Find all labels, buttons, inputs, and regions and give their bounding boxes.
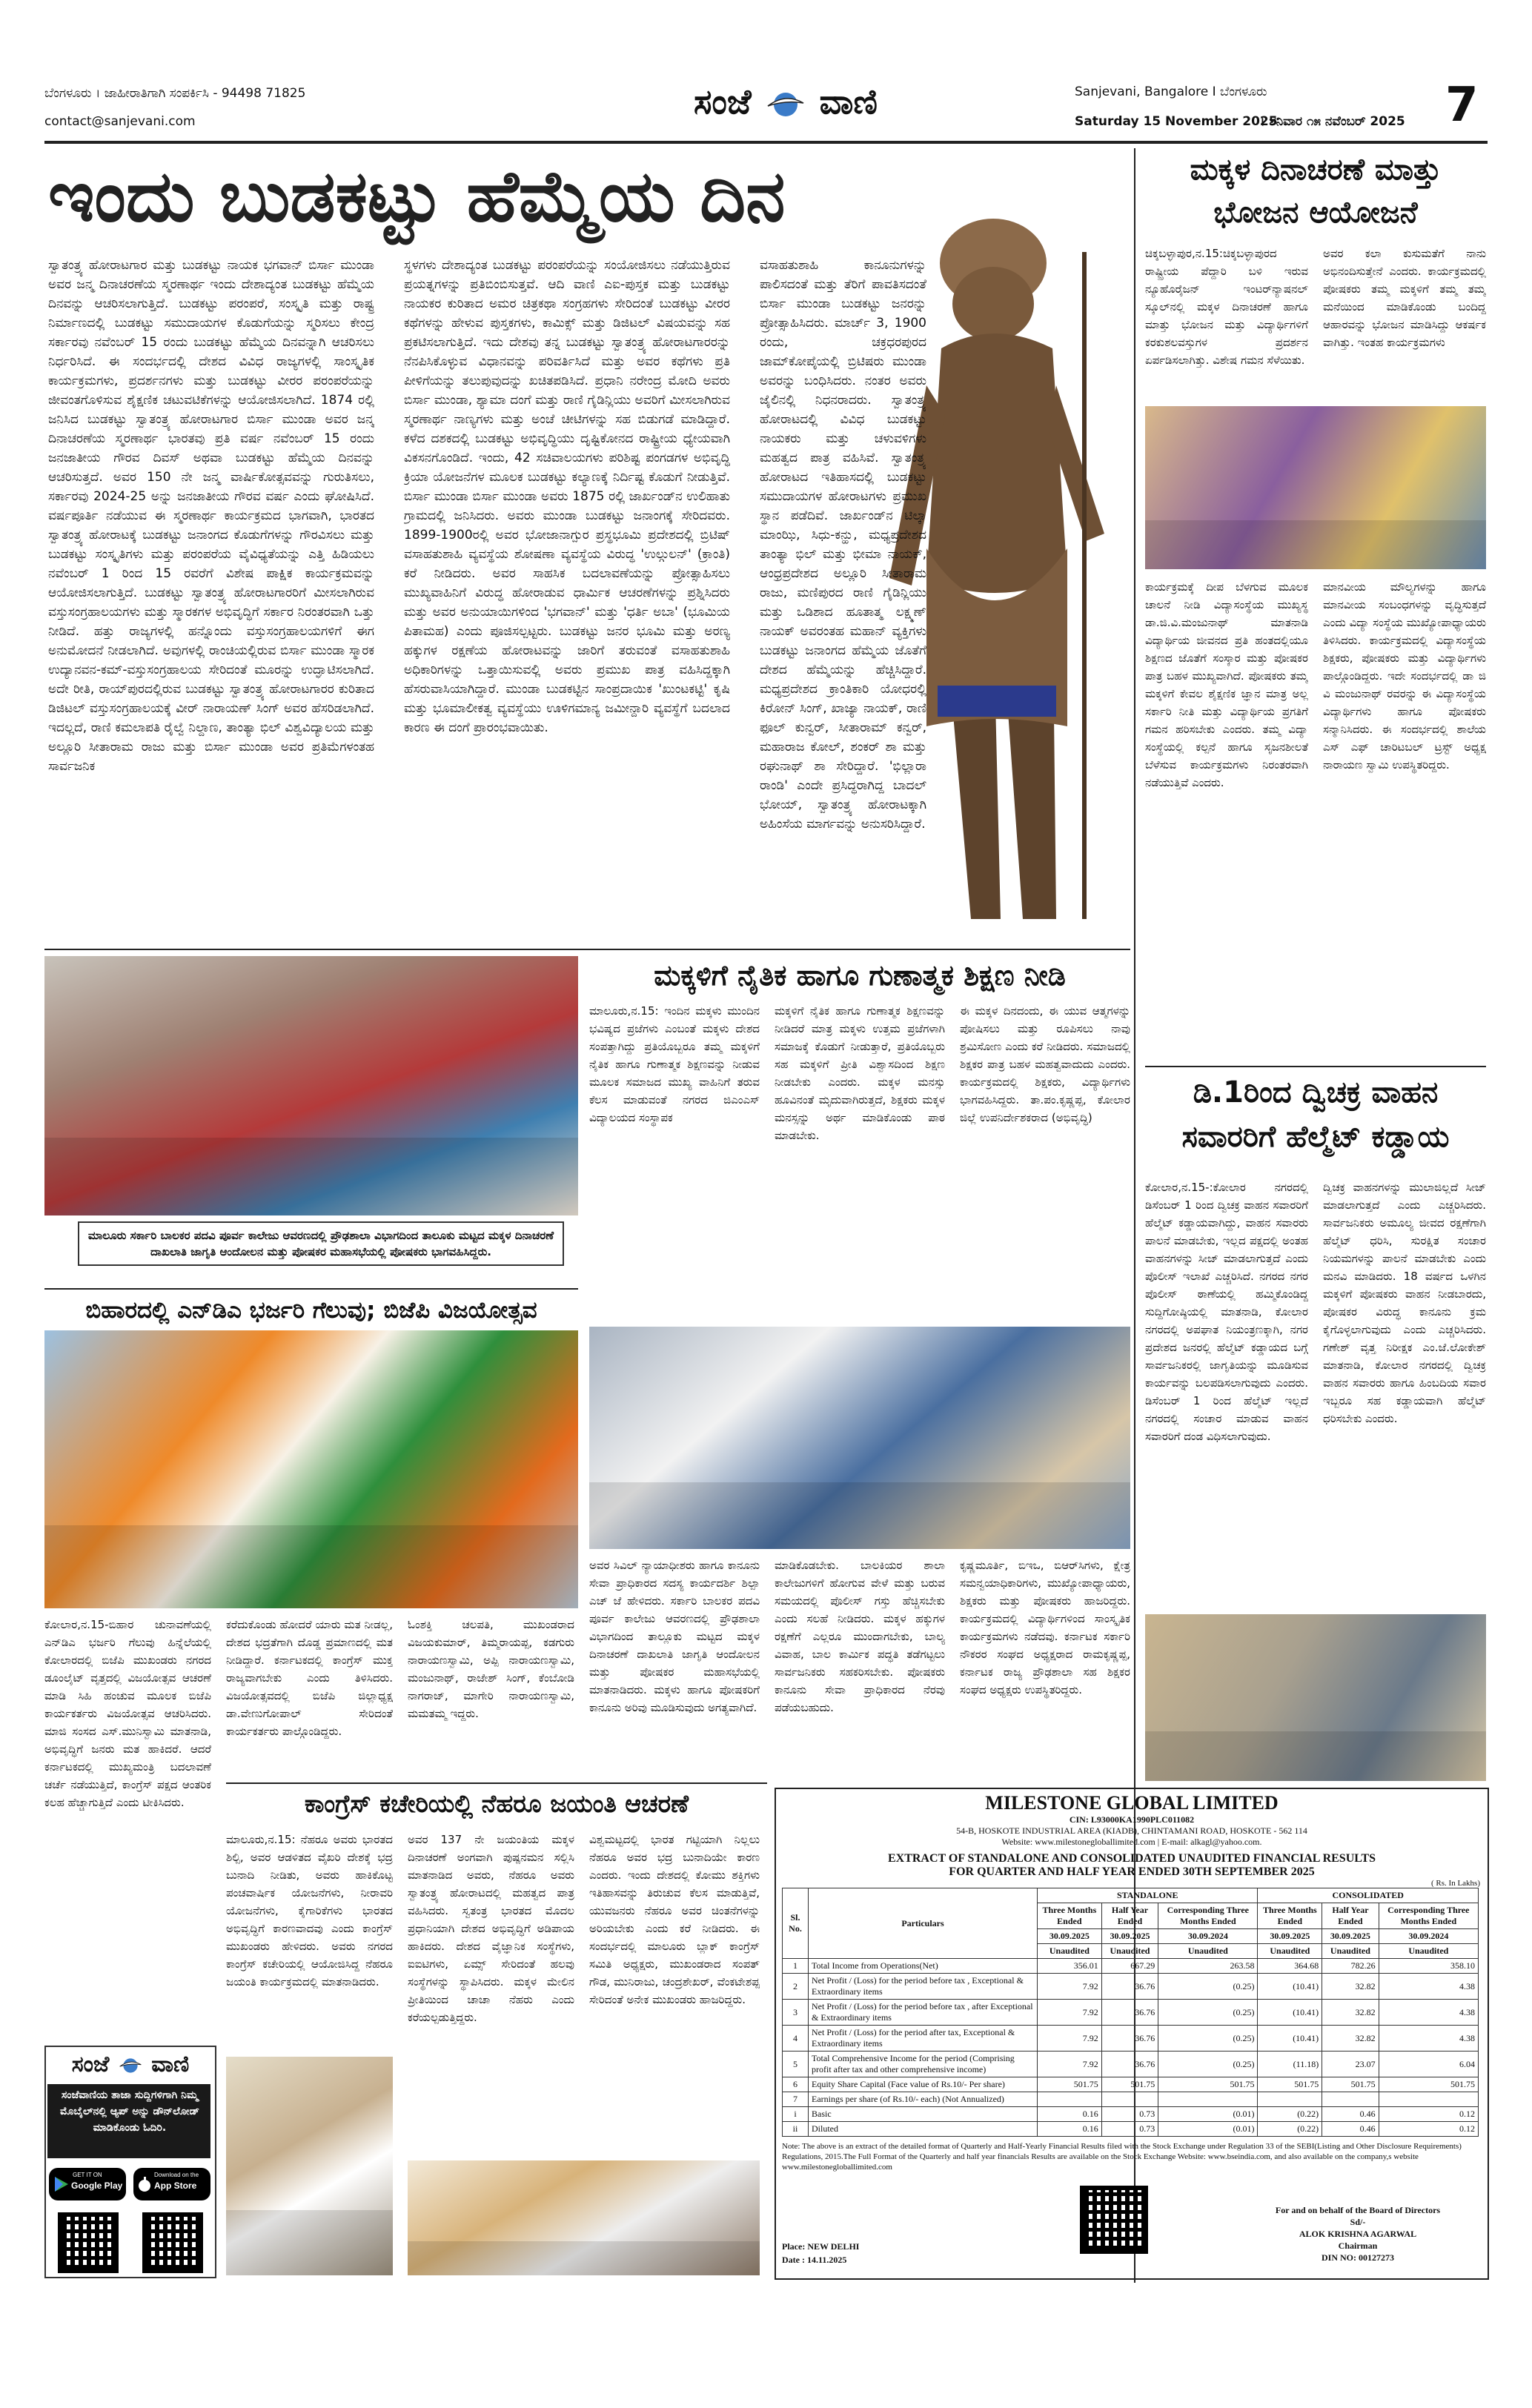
logo-right: ವಾಣಿ: [819, 82, 878, 122]
row-value: 0.73: [1101, 2107, 1158, 2122]
results-title-1: EXTRACT OF STANDALONE AND CONSOLIDATED UNAUDITED FINANCIAL RESULTS: [887, 1852, 1376, 1865]
masthead: [44, 78, 1488, 141]
row-sl: ii: [783, 2122, 809, 2137]
col-date: 30.09.2025: [1038, 1929, 1102, 1944]
masthead-rule: [44, 141, 1488, 144]
company-address: 54-B, HOSKOTE INDUSTRIAL AREA (KIADB), CHINTAMANI ROAD, HOSKOTE - 562 114: [956, 1825, 1307, 1836]
col-status: Unaudited: [1258, 1944, 1322, 1959]
masthead-logo: [637, 82, 934, 133]
row-sl: 6: [783, 2077, 809, 2092]
row-particular: Net Profit / (Loss) for the period before tax , Exceptional & Extraordinary items: [809, 1974, 1038, 2000]
contact-email[interactable]: contact@sanjevani.com: [44, 114, 196, 129]
consolidated-header: CONSOLIDATED: [1258, 1888, 1479, 1903]
row-value: 501.75: [1258, 2077, 1322, 2092]
bjp-celebration-photo: [44, 1330, 578, 1608]
col-status: Unaudited: [1322, 1944, 1379, 1959]
row-value: 782.26: [1322, 1959, 1379, 1974]
row-value: 36.76: [1101, 2000, 1158, 2026]
row-value: 501.75: [1322, 2077, 1379, 2092]
bird-logo-icon: [763, 90, 808, 119]
bihar-top-rule: [44, 1288, 578, 1290]
row-value: 6.04: [1379, 2052, 1478, 2077]
nehru-jayanti-photo: [226, 2057, 393, 2275]
row-value: 4.38: [1379, 2000, 1478, 2026]
row-value: (0.22): [1258, 2107, 1322, 2122]
row-particular: Net Profit / (Loss) for the period after tax, Exceptional & Extraordinary items: [809, 2026, 1038, 2052]
app-store-small: Download on the: [154, 2172, 199, 2178]
education-col-4: ಅವರ ಸಿವಿಲ್ ನ್ಯಾಯಾಧೀಶರು ಹಾಗೂ ಕಾನೂನು ಸೇವಾ ಪ್ರಾಧಿಕಾರದ ಸದಸ್ಯ ಕಾರ್ಯದರ್ಶಿ ಶಿಲ್ಪಾ ಎಚ್ ಜೆ ಹೇಳಿದರು. ಸರ್ಕಾರಿ ಬಾಲಕರ ಪದವಿ ಪೂರ್ವ ಕಾಲೇಜು ಆವರಣದಲ್ಲಿ ಪ್ರೌಢಶಾಲಾ ವಿಭಾಗದಿಂದ ತಾಲ್ಲೂಕು ಮಟ್ಟದ ಮಕ್ಕಳ ದಿನಾಚರಣೆ ದಾಖಲಾತಿ ಜಾಗೃತಿ ಆಂದೋಲನ ಮತ್ತು ಪೋಷಕರ ಮಹಾಸಭೆಯಲ್ಲಿ ಮಾತನಾಡಿದರು. ಮಕ್ಕಳು ಹಾಗೂ ಪೋಷಕರಿಗೆ ಕಾನೂನು ಅರಿವು ಮೂಡಿಸುವುದು ಅಗತ್ಯವಾಗಿದೆ.: [589, 1559, 760, 1714]
col-status: Unaudited: [1158, 1944, 1258, 1959]
bihar-headline: ಬಿಹಾರದಲ್ಲಿ ಎನ್‌ಡಿಎ ಭರ್ಜರಿ ಗೆಲುವು; ಬಿಜೆಪಿ ವಿಜಯೋತ್ಸವ: [85, 1297, 537, 1324]
app-store-big: App Store: [154, 2180, 197, 2191]
row-value: 501.75: [1379, 2077, 1478, 2092]
col-date: 30.09.2025: [1258, 1929, 1322, 1944]
edition-line: Sanjevani, Bangalore I ಬೆಂಗಳೂರು: [1075, 84, 1267, 99]
sidebar2-col-2: ದ್ವಿಚಕ್ರ ವಾಹನಗಳನ್ನು ಮುಲಾಜಿಲ್ಲದೆ ಸೀಜ್ ಮಾಡಲಾಗುತ್ತದೆ ಎಂದು ಎಚ್ಚರಿಸಿದರು. ಸಾರ್ವಜನಿಕರು ಅಮೂಲ್ಯ ಜೀವದ ರಕ್ಷಣೆಗಾಗಿ ಹೆಲ್ಮೆಟ್ ಧರಿಸಿ, ಸುರಕ್ಷಿತ ಸಂಚಾರ ನಿಯಮಗಳನ್ನು ಪಾಲನೆ ಮಾಡಬೇಕು ಎಂದು ಮನವಿ ಮಾಡಿದರು. 18 ವರ್ಷದ ಒಳಗಿನ ಮಕ್ಕಳಿಗೆ ಪೋಷಕರು ವಾಹನ ನೀಡಬಾರದು, ಪೋಷಕರ ವಿರುದ್ಧ ಕಾನೂನು ಕ್ರಮ ಕೈಗೊಳ್ಳಲಾಗುವುದು ಎಂದು ಎಚ್ಚರಿಸಿದರು. ಗಣೇಶ್ ವೃತ್ತ ನಿರೀಕ್ಷಕ ಎಂ.ಜೆ.ಲೋಕೇಶ್ ಮಾತನಾಡಿ, ಕೋಲಾರ ನಗರದಲ್ಲಿ ದ್ವಿಚಕ್ರ ವಾಹನ ಸವಾರರು ಹಾಗೂ ಹಿಂಬದಿಯ ಸವಾರ ಇಬ್ಬರೂ ಸಹ ಕಡ್ಡಾಯವಾಗಿ ಹೆಲ್ಮೆಟ್ ಧರಿಸಬೇಕು ಎಂದರು.: [1323, 1181, 1486, 1425]
row-value: [1158, 2092, 1258, 2107]
education-col-5: ಮಾಡಿಕೊಡಬೇಕು. ಬಾಲಕಿಯರ ಶಾಲಾ ಕಾಲೇಜುಗಳಿಗೆ ಹೋಗುವ ವೇಳೆ ಮತ್ತು ಬರುವ ಸಮಯದಲ್ಲಿ ಪೊಲೀಸ್ ಗಸ್ತು ಹೆಚ್ಚಿಸಬೇಕು ಎಂದು ಸಲಹೆ ನೀಡಿದರು. ಮಕ್ಕಳ ಹಕ್ಕುಗಳ ರಕ್ಷಣೆಗೆ ಎಲ್ಲರೂ ಮುಂದಾಗಬೇಕು, ಬಾಲ್ಯ ವಿವಾಹ, ಬಾಲ ಕಾರ್ಮಿಕ ಪದ್ಧತಿ ತಡೆಗಟ್ಟಲು ಸಾರ್ವಜನಿಕರು ಸಹಕರಿಸಬೇಕು. ಪೋಷಕರು ಕಾನೂನು ಸೇವಾ ಪ್ರಾಧಿಕಾರದ ನೆರವು ಪಡೆಯಬಹುದು.: [775, 1559, 945, 1714]
col-date: 30.09.2024: [1379, 1929, 1478, 1944]
row-value: 0.16: [1038, 2107, 1102, 2122]
row-value: [1101, 2092, 1158, 2107]
education-col-3: ಈ ಮಕ್ಕಳ ದಿನದಂದು, ಈ ಯುವ ಆತ್ಮಗಳನ್ನು ಪೋಷಿಸಲು ಮತ್ತು ರೂಪಿಸಲು ನಾವು ಶ್ರಮಿಸೋಣ ಎಂದು ಕರೆ ನೀಡಿದರು. ಸಮಾಜದಲ್ಲಿ ಶಿಕ್ಷಕರ ಪಾತ್ರ ಬಹಳ ಮಹತ್ವವಾದುದು ಎಂದರು. ಕಾರ್ಯಕ್ರಮದಲ್ಲಿ ಶಿಕ್ಷಕರು, ವಿದ್ಯಾರ್ಥಿಗಳು ಭಾಗವಹಿಸಿದ್ದರು. ತಾ.ಪಂ.ಕೃಷ್ಣಪ್ಪ, ಕೋಲಾರ ಜಿಲ್ಲೆ ಉಪನಿರ್ದೇಶಕರಾದ (ಅಭಿವೃದ್ಧಿ): [960, 1004, 1130, 1124]
sidebar2-headline-1: ಡಿ.1ರಿಂದ ದ್ವಿಚಕ್ರ ವಾಹನ: [1193, 1075, 1439, 1110]
lead-col-1: ಸ್ವಾತಂತ್ರ್ಯ ಹೋರಾಟಗಾರ ಮತ್ತು ಬುಡಕಟ್ಟು ನಾಯಕ ಭಗವಾನ್ ಬಿರ್ಸಾ ಮುಂಡಾ ಅವರ ಜನ್ಮ ದಿನಾಚರಣೆಯ ಸ್ಮರಣಾರ್ಥ ಇಂದು ದೇಶಾದ್ಯಂತ ಬುಡಕಟ್ಟು ಹೆಮ್ಮೆಯ ದಿನವನ್ನು ಆಚರಿಸಲಾಗುತ್ತಿದೆ. ಬುಡಕಟ್ಟು ಪರಂಪರೆ, ಸಂಸ್ಕೃತಿ ಮತ್ತು ರಾಷ್ಟ್ರ ನಿರ್ಮಾಣದಲ್ಲಿ ಬುಡಕಟ್ಟು ಸಮುದಾಯಗಳ ಕೊಡುಗೆಯನ್ನು ಸ್ಮರಿಸಲು ಕೇಂದ್ರ ಸರ್ಕಾರವು ನವೆಂಬರ್ 15 ರಂದು ಬುಡಕಟ್ಟು ಹೆಮ್ಮೆಯ ದಿನವನ್ನಾಗಿ ಆಚರಿಸಲು ನಿರ್ಧರಿಸಿದೆ. ಈ ಸಂದರ್ಭದಲ್ಲಿ ದೇಶದ ವಿವಿಧ ರಾಜ್ಯಗಳಲ್ಲಿ ಸಾಂಸ್ಕೃತಿಕ ಕಾರ್ಯಕ್ರಮಗಳು, ಪ್ರದರ್ಶನಗಳು ಮತ್ತು ಬುಡಕಟ್ಟು ವೀರರ ಪರಂಪರೆಯನ್ನು ಜೀವಂತಗೊಳಿಸುವ ಶೈಕ್ಷಣಿಕ ಚಟುವಟಿಕೆಗಳನ್ನು ಆಯೋಜಿಸಲಾಗಿದೆ. 1874 ರಲ್ಲಿ ಜನಿಸಿದ ಬುಡಕಟ್ಟು ಸ್ವಾತಂತ್ರ್ಯ ಹೋರಾಟಗಾರ ಬಿರ್ಸಾ ಮುಂಡಾ ಅವರ ಜನ್ಮ ದಿನಾಚರಣೆಯ ಸ್ಮರಣಾರ್ಥ ಭಾರತವು ಪ್ರತಿ ವರ್ಷ ನವೆಂಬರ್ 15 ರಂದು ಜನಜಾತೀಯ ಗೌರವ ದಿವಸ್ ಅಥವಾ ಬುಡಕಟ್ಟು ಹೆಮ್ಮೆಯ ದಿನವನ್ನು ಆಚರಿಸುತ್ತದೆ. ಅವರ 150 ನೇ ಜನ್ಮ ವಾರ್ಷಿಕೋತ್ಸವವನ್ನು ಗುರುತಿಸಲು, ಸರ್ಕಾರವು 2024-25 ಅನ್ನು ಜನಜಾತೀಯ ಗೌರವ ವರ್ಷ ಎಂದು ಘೋಷಿಸಿದೆ. ವರ್ಷಪೂರ್ತಿ ನಡೆಯುವ ಈ ಸ್ಮರಣಾರ್ಥ ಕಾರ್ಯಕ್ರಮದ ಭಾಗವಾಗಿ, ಭಾರತದ ಸ್ವಾತಂತ್ರ್ಯ ಹೋರಾಟಕ್ಕೆ ಬುಡಕಟ್ಟು ಜನಾಂಗದ ಕೊಡುಗೆಗಳನ್ನು ಗೌರವಿಸಲು ಮತ್ತು ಬುಡಕಟ್ಟು ಸಂಸ್ಕೃತಿಗಳು ಮತ್ತು ಪರಂಪರೆಯ ವೈವಿಧ್ಯತೆಯನ್ನು ಎತ್ತಿ ಹಿಡಿಯಲು ನವೆಂಬರ್ 1 ರಿಂದ 15 ರವರೆಗೆ ವಿಶೇಷ ಪಾಕ್ಷಿಕ ಕಾರ್ಯಕ್ರಮವನ್ನು ಆಯೋಜಿಸಲಾಗುತ್ತಿದೆ. ಬುಡಕಟ್ಟು ಸ್ವಾತಂತ್ರ್ಯ ಹೋರಾಟಗಾರರಿಗೆ ಮೀಸಲಾಗಿರುವ ವಸ್ತುಸಂಗ್ರಹಾಲಯಗಳು ಮತ್ತು ಸ್ಮಾರಕಗಳ ಅಭಿವೃದ್ಧಿಗೆ ಸರ್ಕಾರ ನಿರಂತರವಾಗಿ ಒತ್ತು ನೀಡಿದೆ. ಹತ್ತು ರಾಜ್ಯಗಳಲ್ಲಿ ಹನ್ನೊಂದು ವಸ್ತುಸಂಗ್ರಹಾಲಯಗಳಿಗೆ ಈಗ ಅನುಮೋದನೆ ನೀಡಲಾಗಿದೆ. ಅವುಗಳಲ್ಲಿ ರಾಂಚಿಯಲ್ಲಿರುವ ಬಿರ್ಸಾ ಮುಂಡಾ ಸ್ಮಾರಕ ಉದ್ಯಾನವನ-ಕಮ್-ವಸ್ತುಸಂಗ್ರಹಾಲಯ ಸೇರಿದಂತೆ ಮೂರನ್ನು ಉದ್ಘಾಟಿಸಲಾಗಿದೆ. ಅದೇ ರೀತಿ, ರಾಯ್‌ಪುರದಲ್ಲಿರುವ ಬುಡಕಟ್ಟು ಸ್ವಾತಂತ್ರ್ಯ ಹೋರಾಟಗಾರರ ಕುರಿತಾದ ಡಿಜಿಟಲ್ ವಸ್ತುಸಂಗ್ರಹಾಲಯಕ್ಕೆ ವೀರ್ ನಾರಾಯಣ್ ಸಿಂಗ್ ಅವರ ಹೆಸರಿಡಲಾಗಿದೆ. ಇದಲ್ಲದೆ, ರಾಣಿ ಕಮಲಾಪತಿ ರೈಲ್ವೆ ನಿಲ್ದಾಣ, ತಾಂತ್ಯಾ ಭಿಲ್ ವಿಶ್ವವಿದ್ಯಾಲಯ ಮತ್ತು ಅಲ್ಲೂರಿ ಸೀತಾರಾಮ ರಾಜು ಮತ್ತು ಬಿರ್ಸಾ ಮುಂಡಾ ಅವರ ಪ್ರತಿಮೆಗಳಂತಹ ಸಾರ್ವಜನಿಕ: [48, 258, 374, 774]
row-value: [1379, 2092, 1478, 2107]
row-value: 36.76: [1101, 2026, 1158, 2052]
app-store-button[interactable]: [133, 2168, 210, 2200]
col-header: Three Months Ended: [1258, 1903, 1322, 1929]
row-value: 501.75: [1101, 2077, 1158, 2092]
row-sl: i: [783, 2107, 809, 2122]
app-store-qr-code[interactable]: [142, 2212, 203, 2273]
app-promo-text: ಸಂಜೆವಾಣಿಯ ತಾಜಾ ಸುದ್ದಿಗಳಿಗಾಗಿ ನಿಮ್ಮ ಮೊಬೈಲ್‌ನಲ್ಲಿ ಆ್ಯಪ್ ಅನ್ನು ಡೌನ್‌ಲೋಡ್ ಮಾಡಿಕೊಂಡು ಓದಿರಿ.: [59, 2089, 200, 2134]
row-particular: Total Comprehensive Income for the period (Comprising profit after tax and other comprehensive income): [809, 2052, 1038, 2077]
row-value: 32.82: [1322, 1974, 1379, 2000]
financial-ad: [775, 1788, 1489, 2280]
col-date: 30.09.2025: [1322, 1929, 1379, 1944]
row-value: 356.01: [1038, 1959, 1102, 1974]
row-sl: 3: [783, 2000, 809, 2026]
row-value: 364.68: [1258, 1959, 1322, 1974]
sl-header: Sl. No.: [783, 1888, 809, 1959]
row-value: 501.75: [1158, 2077, 1258, 2092]
google-play-small: GET IT ON: [73, 2172, 102, 2178]
apple-icon: [138, 2176, 151, 2192]
signature-line-3: ALOK KRISHNA AGARWAL: [1299, 2229, 1417, 2239]
sidebar1-headline: ಮಕ್ಕಳ ದಿನಾಚರಣೆ ಮಾತ್ತು ಭೋಜನ ಆಯೋಜನೆ: [1190, 153, 1442, 230]
company-name: MILESTONE GLOBAL LIMITED: [985, 1792, 1279, 1814]
sidebar1-col-1: ಚಿಕ್ಕಬಳ್ಳಾಪುರ,ನ.15:ಚಿಕ್ಕಬಳ್ಳಾಪುರದ ರಾಷ್ಟ್ರೀಯ ಪೆದ್ದಾರಿ ಬಳಿ ಇರುವ ನ್ಯೂಹೊರೈಜನ್ ಇಂಟರ್‌ನ್ಯಾಷನಲ್ ಸ್ಕೂಲ್‌ನಲ್ಲಿ ಮಕ್ಕಳ ದಿನಾಚರಣೆ ಹಾಗೂ ಮಾತ್ತು ಭೋಜನ ಮತ್ತು ವಿದ್ಯಾರ್ಥಿಗಳಿಗೆ ಕರಕುಶಲವಸ್ತುಗಳ ಪ್ರದರ್ಶನ ಏರ್ಪಡಿಸಲಾಗಿತ್ತು. ವಿಶೇಷ ಗಮನ ಸೆಳೆಯಿತು.: [1145, 247, 1308, 367]
row-value: [1322, 2092, 1379, 2107]
row-value: 32.82: [1322, 2000, 1379, 2026]
col-header: Half Year Ended: [1101, 1903, 1158, 1929]
table-row: [783, 2077, 1479, 2092]
lead-col-3: ವಸಾಹತುಶಾಹಿ ಕಾನೂನುಗಳನ್ನು ಪಾಲಿಸದಂತೆ ಮತ್ತು ತೆರಿಗೆ ಪಾವತಿಸದಂತೆ ಬಿರ್ಸಾ ಮುಂಡಾ ಬುಡಕಟ್ಟು ಜನರನ್ನು ಪ್ರೋತ್ಸಾಹಿಸಿದರು. ಮಾರ್ಚ್ 3, 1900 ರಂದು, ಚಕ್ರಧರಪುರದ ಜಾಮ್‌ಕೋಪೈಯಲ್ಲಿ ಬ್ರಿಟಿಷರು ಮುಂಡಾ ಅವರನ್ನು ಬಂಧಿಸಿದರು. ನಂತರ ಅವರು ಜೈಲಿನಲ್ಲಿ ನಿಧನರಾದರು. ಸ್ವಾತಂತ್ರ್ಯ ಹೋರಾಟದಲ್ಲಿ ವಿವಿಧ ಬುಡಕಟ್ಟು ನಾಯಕರು ಮತ್ತು ಚಳುವಳಿಗಳು ಮಹತ್ವದ ಪಾತ್ರ ವಹಿಸಿವೆ. ಸ್ವಾತಂತ್ರ್ಯ ಹೋರಾಟದ ಇತಿಹಾಸದಲ್ಲಿ ಬುಡಕಟ್ಟು ಸಮುದಾಯಗಳ ಹೋರಾಟಗಳು ಪ್ರಮುಖ ಸ್ಥಾನ ಪಡೆದಿವೆ. ಜಾರ್ಖಂಡ್‌ನ ಟಿಲ್ಕಾ ಮಾಂಝಿ, ಸಿಧು-ಕನ್ಹು, ಮಧ್ಯಪ್ರದೇಶದ ತಾಂತ್ಯಾ ಭಿಲ್ ಮತ್ತು ಭೀಮಾ ನಾಯಕ್, ಆಂಧ್ರಪ್ರದೇಶದ ಅಲ್ಲೂರಿ ಸೀತಾರಾಮ ರಾಜು, ಮಣಿಪುರದ ರಾಣಿ ಗೈಡಿನ್ಲಿಯು ಮತ್ತು ಒಡಿಶಾದ ಹೂತಾತ್ಮ ಲಕ್ಷ್ಮಣ್ ನಾಯಕ್ ಅವರಂತಹ ಮಹಾನ್ ವ್ಯಕ್ತಿಗಳು ಬುಡಕಟ್ಟು ಜನಾಂಗದ ಹೆಮ್ಮೆಯ ಜೊತೆಗೆ ದೇಶದ ಹೆಮ್ಮೆಯನ್ನು ಹೆಚ್ಚಿಸಿದ್ದಾರೆ. ಮಧ್ಯಪ್ರದೇಶದ ಕ್ರಾಂತಿಕಾರಿ ಯೋಧರಲ್ಲಿ ಕಿರೋನ್ ಸಿಂಗ್, ಖಾಜ್ಯಾ ನಾಯಕ್, ರಾಣಿ ಫೂಲ್ ಕುನ್ವರ್, ಸೀತಾರಾಮ್ ಕನ್ವರ್, ಮಹಾರಾಜ ಕೋಲ್, ಶಂಕರ್ ಶಾ ಮತ್ತು ರಘುನಾಥ್ ಶಾ ಸೇರಿದ್ದಾರೆ. 'ಭಿಲ್ಲಾರಾ ರಾಂಡಿ' ಎಂದೇ ಪ್ರಸಿದ್ಧರಾಗಿದ್ದ ಬಾದಲ್ ಭೋಯ್, ಸ್ವಾತಂತ್ರ್ಯ ಹೋರಾಟಕ್ಕಾಗಿ ಅಹಿಂಸೆಯ ಮಾರ್ಗವನ್ನು ಅನುಸರಿಸಿದ್ದಾರೆ.: [760, 258, 926, 832]
row-value: 7.92: [1038, 2052, 1102, 2077]
sidebar1-col-4: ಮಾನವೀಯ ಮೌಲ್ಯಗಳನ್ನು ಹಾಗೂ ಮಾನವೀಯ ಸಂಬಂಧಗಳನ್ನು ವೃದ್ಧಿಸುತ್ತದೆ ಎಂದು ವಿದ್ಯಾ ಸಂಸ್ಥೆಯ ಮುಖ್ಯೋಪಾಧ್ಯಾಯರು ತಿಳಿಸಿದರು. ಕಾರ್ಯಕ್ರಮದಲ್ಲಿ ವಿದ್ಯಾಸಂಸ್ಥೆಯ ಶಿಕ್ಷಕರು, ಪೋಷಕರು ಮತ್ತು ವಿದ್ಯಾರ್ಥಿಗಳು ಪಾಲ್ಗೊಂಡಿದ್ದರು. ಇದೇ ಸಂದರ್ಭದಲ್ಲಿ ಡಾ ಜಿ ವಿ ಮಂಜುನಾಥ್ ರವರನ್ನು ಈ ವಿದ್ಯಾಸಂಸ್ಥೆಯ ವಿದ್ಯಾರ್ಥಿಗಳು ಹಾಗೂ ಪೋಷಕರು ಸನ್ಮಾನಿಸಿದರು. ಈ ಸಂದರ್ಭದಲ್ಲಿ ಶಾಲೆಯ ಎಸ್ ಎಫ್ ಚಾರಿಟಬಲ್ ಟ್ರಸ್ಟ್ ಅಧ್ಯಕ್ಷ ನಾರಾಯಣ ಸ್ವಾಮಿ ಉಪಸ್ಥಿತರಿದ್ದರು.: [1323, 580, 1486, 772]
malur-photo-caption: ಮಾಲೂರು ಸರ್ಕಾರಿ ಬಾಲಕರ ಪದವಿ ಪೂರ್ವ ಕಾಲೇಜು ಆವರಣದಲ್ಲಿ ಪ್ರೌಢಶಾಲಾ ವಿಭಾಗದಿಂದ ತಾಲೂಕು ಮಟ್ಟದ ಮಕ್ಕಳ ದಿನಾಚರಣೆ ದಾಖಲಾತಿ ಜಾಗೃತಿ ಆಂದೋಲನ ಮತ್ತು ಪೋಷಕರ ಮಹಾಸಭೆಯಲ್ಲಿ ಪೋಷಕರು ಭಾಗವಹಿಸಿದ್ದರು.: [78, 1221, 564, 1266]
table-row: [783, 2000, 1479, 2026]
signature-line-4: Chairman: [1338, 2240, 1378, 2251]
row-value: (0.01): [1158, 2107, 1258, 2122]
row-value: 23.07: [1322, 2052, 1379, 2077]
col-header: Half Year Ended: [1322, 1903, 1379, 1929]
education-col-1: ಮಾಲೂರು,ನ.15: ಇಂದಿನ ಮಕ್ಕಳು ಮುಂದಿನ ಭವಿಷ್ಯದ ಪ್ರಜೆಗಳು ಎಂಬಂತೆ ಮಕ್ಕಳು ದೇಶದ ಸಂಪತ್ತಾಗಿದ್ದು ಪ್ರತಿಯೊಬ್ಬರೂ ತಮ್ಮ ಮಕ್ಕಳಿಗೆ ನೈತಿಕ ಹಾಗೂ ಗುಣಾತ್ಮಕ ಶಿಕ್ಷಣವನ್ನು ನೀಡುವ ಮೂಲಕ ಸಮಾಜದ ಮುಖ್ಯ ವಾಹಿನಿಗೆ ತರುವ ಕೆಲಸ ಮಾಡುವಂತೆ ನಗರದ ಜಿಎಂಎಸ್ ವಿದ್ಯಾಲಯದ ಸಂಸ್ಥಾಪಕ: [589, 1004, 760, 1124]
results-table: [782, 1888, 1479, 2137]
congress-col-2: ಅವರ 137 ನೇ ಜಯಂತಿಯ ಮಕ್ಕಳ ದಿನಾಚರಣೆ ಅಂಗವಾಗಿ ಪುಷ್ಪನಮನ ಸಲ್ಲಿಸಿ ಮಾತನಾಡಿದ ಅವರು, ನೆಹರೂ ಅವರು ಸ್ವಾತಂತ್ರ್ಯ ಹೋರಾಟದಲ್ಲಿ ಮಹತ್ವದ ಪಾತ್ರ ವಹಿಸಿದರು. ಸ್ವತಂತ್ರ ಭಾರತದ ಮೊದಲ ಪ್ರಧಾನಿಯಾಗಿ ದೇಶದ ಅಭಿವೃದ್ಧಿಗೆ ಅಡಿಪಾಯ ಹಾಕಿದರು. ದೇಶದ ವೈಜ್ಞಾನಿಕ ಸಂಸ್ಥೆಗಳು, ಐಐಟಿಗಳು, ಏಮ್ಸ್ ಸೇರಿದಂತೆ ಹಲವು ಸಂಸ್ಥೆಗಳನ್ನು ಸ್ಥಾಪಿಸಿದರು. ಮಕ್ಕಳ ಮೇಲಿನ ಪ್ರೀತಿಯಿಂದ ಚಾಚಾ ನೆಹರು ಎಂದು ಕರೆಯಲ್ಪಡುತ್ತಿದ್ದರು.: [408, 1833, 574, 2024]
row-particular: Net Profit / (Loss) for the period before tax , after Exceptional & Extraordinary items: [809, 2000, 1038, 2026]
row-value: 4.38: [1379, 2026, 1478, 2052]
row-value: 0.12: [1379, 2107, 1478, 2122]
congress-col-3: ವಿಶ್ವಮಟ್ಟದಲ್ಲಿ ಭಾರತ ಗಟ್ಟಿಯಾಗಿ ನಿಲ್ಲಲು ನೆಹರೂ ಅವರ ಭದ್ರ ಬುನಾದಿಯೇ ಕಾರಣ ಎಂದರು. ಇಂದು ದೇಶದಲ್ಲಿ ಕೋಮು ಶಕ್ತಿಗಳು ಇತಿಹಾಸವನ್ನು ತಿರುಚುವ ಕೆಲಸ ಮಾಡುತ್ತಿವೆ, ಯುವಜನರು ನೆಹರೂ ಅವರ ಚಿಂತನೆಗಳನ್ನು ಅರಿಯಬೇಕು ಎಂದು ಕರೆ ನೀಡಿದರು. ಈ ಸಂದರ್ಭದಲ್ಲಿ ಮಾಲೂರು ಬ್ಲಾಕ್ ಕಾಂಗ್ರೆಸ್ ಸಮಿತಿ ಅಧ್ಯಕ್ಷರು, ಮುಖಂಡರಾದ ಸಂಪತ್ ಗೌಡ, ಮುನಿರಾಜು, ಚಂದ್ರಶೇಖರ್, ವೆಂಕಟೇಶಪ್ಪ ಸೇರಿದಂತೆ ಅನೇಕ ಮುಖಂಡರು ಹಾಜರಿದ್ದರು.: [589, 1833, 760, 2006]
sidebar2-col-1: ಕೋಲಾರ,ನ.15-:ಕೋಲಾರ ನಗರದಲ್ಲಿ ಡಿಸೆಂಬರ್ 1 ರಿಂದ ದ್ವಿಚಕ್ರ ವಾಹನ ಸವಾರರಿಗೆ ಹೆಲ್ಮೆಟ್ ಕಡ್ಡಾಯವಾಗಿದ್ದು, ವಾಹನ ಸವಾರರು ಪಾಲನೆ ಮಾಡಬೇಕು, ಇಲ್ಲದ ಪಕ್ಷದಲ್ಲಿ ಅಂತಹ ವಾಹನಗಳನ್ನು ಸೀಜ್ ಮಾಡಲಾಗುತ್ತದೆ ಎಂದು ಪೊಲೀಸ್ ಇಲಾಖೆ ಎಚ್ಚರಿಸಿದೆ. ನಗರದ ನಗರ ಪೊಲೀಸ್ ಠಾಣೆಯಲ್ಲಿ ಹಮ್ಮಿಕೊಂಡಿದ್ದ ಸುದ್ದಿಗೋಷ್ಠಿಯಲ್ಲಿ ಮಾತನಾಡಿ, ಕೋಲಾರ ನಗರದಲ್ಲಿ ಅಪಘಾತ ನಿಯಂತ್ರಣಕ್ಕಾಗಿ, ನಗರ ಪ್ರದೇಶದ ಜನರಲ್ಲಿ ಹೆಲ್ಮೆಟ್ ಕಡ್ಡಾಯದ ಬಗ್ಗೆ ಸಾರ್ವಜನಿಕರಲ್ಲಿ ಜಾಗೃತಿಯನ್ನು ಮೂಡಿಸುವ ಕಾರ್ಯವನ್ನು ಬಲಪಡಿಸಲಾಗುವುದು ಎಂದರು. ಡಿಸೆಂಬರ್ 1 ರಿಂದ ಹೆಲ್ಮೆಟ್ ಇಲ್ಲದೆ ನಗರದಲ್ಲಿ ಸಂಚಾರ ಮಾಡುವ ವಾಹನ ಸವಾರರಿಗೆ ದಂಡ ವಿಧಿಸಲಾಗುವುದು.: [1145, 1181, 1308, 1443]
police-press-photo: [1145, 1614, 1486, 1781]
table-row: [783, 1974, 1479, 2000]
standalone-header: STANDALONE: [1038, 1888, 1258, 1903]
row-value: (10.41): [1258, 2000, 1322, 2026]
row-value: (0.25): [1158, 1974, 1258, 2000]
education-col-6: ಕೃಷ್ಣಮೂರ್ತಿ, ಬಿಇಒ, ಬಿಆರ್‌ಸಿಗಳು, ಕ್ಷೇತ್ರ ಸಮನ್ವಯಾಧಿಕಾರಿಗಳು, ಮುಖ್ಯೋಪಾಧ್ಯಾಯರು, ಶಿಕ್ಷಕರು ಮತ್ತು ಪೋಷಕರು ಹಾಜರಿದ್ದರು. ಕಾರ್ಯಕ್ರಮದಲ್ಲಿ ವಿದ್ಯಾರ್ಥಿಗಳಿಂದ ಸಾಂಸ್ಕೃತಿಕ ಕಾರ್ಯಕ್ರಮಗಳು ನಡೆದವು. ಕರ್ನಾಟಕ ಸರ್ಕಾರಿ ನೌಕರರ ಸಂಘದ ಅಧ್ಯಕ್ಷರಾದ ರಾಮಕೃಷ್ಣಪ್ಪ, ಕರ್ನಾಟಕ ರಾಜ್ಯ ಪ್ರೌಢಶಾಲಾ ಸಹ ಶಿಕ್ಷಕರ ಸಂಘದ ಅಧ್ಯಕ್ಷರು ಉಪಸ್ಥಿತರಿದ್ದರು.: [960, 1559, 1130, 1696]
signature-line-5: DIN NO: 00127273: [1322, 2252, 1394, 2263]
google-play-big: Google Play: [71, 2180, 123, 2191]
sidebar2-headline-2: ಸವಾರರಿಗೆ ಹೆಲ್ಮೆಟ್ ಕಡ್ಡಾಯ: [1181, 1120, 1450, 1154]
table-row: [783, 1959, 1479, 1974]
lead-col-2: ಸ್ಥಳಗಳು ದೇಶಾದ್ಯಂತ ಬುಡಕಟ್ಟು ಪರಂಪರೆಯನ್ನು ಸಂಯೋಜಿಸಲು ನಡೆಯುತ್ತಿರುವ ಪ್ರಯತ್ನಗಳನ್ನು ಪ್ರತಿಬಿಂಬಿಸುತ್ತವೆ. ಆದಿ ವಾಣಿ ಎಐ-ಪುಸ್ತಕ ಮತ್ತು ಬುಡಕಟ್ಟು ನಾಯಕರ ಕುರಿತಾದ ಅಮರ ಚಿತ್ರಕಥಾ ಸಂಗ್ರಹಗಳು ಸೇರಿದಂತೆ ಬುಡಕಟ್ಟು ವೀರರ ಕಥೆಗಳನ್ನು ಹೇಳುವ ಪುಸ್ತಕಗಳು, ಕಾಮಿಕ್ಸ್ ಮತ್ತು ಡಿಜಿಟಲ್ ವಿಷಯವನ್ನು ಸಹ ಪ್ರಕಟಿಸಲಾಗುತ್ತಿದೆ. ಇದು ದೇಶವು ತನ್ನ ಬುಡಕಟ್ಟು ಸ್ವಾತಂತ್ರ್ಯ ಹೋರಾಟಗಾರರನ್ನು ನೆನಪಿಸಿಕೊಳ್ಳುವ ವಿಧಾನವನ್ನು ಪರಿವರ್ತಿಸಿದೆ ಮತ್ತು ಅವರ ಕಥೆಗಳು ಪ್ರತಿ ಪೀಳಿಗೆಯನ್ನು ತಲುಪುವುದನ್ನು ಖಚಿತಪಡಿಸಿದೆ. ಪ್ರಧಾನಿ ನರೇಂದ್ರ ಮೋದಿ ಅವರು ಬಿರ್ಸಾ ಮುಂಡಾ, ಶ್ಯಾಮಾ ದಂಗೆ ಮತ್ತು ರಾಣಿ ಗೈಡಿನ್ಲಿಯು ಅವರಿಗೆ ಮೀಸಲಾಗಿರುವ ಸ್ಮರಣಾರ್ಥ ನಾಣ್ಯಗಳು ಮತ್ತು ಅಂಚೆ ಚೀಟಿಗಳನ್ನು ಸಹ ಬಿಡುಗಡೆ ಮಾಡಿದ್ದಾರೆ. ಕಳೆದ ದಶಕದಲ್ಲಿ ಬುಡಕಟ್ಟು ಅಭಿವೃದ್ಧಿಯು ದೃಷ್ಟಿಕೋನದ ರಾಷ್ಟ್ರೀಯ ಧ್ಯೇಯವಾಗಿ ವಿಕಸನಗೊಂಡಿದೆ. ಇಂದು, 42 ಸಚಿವಾಲಯಗಳು ಪರಿಶಿಷ್ಟ ಪಂಗಡಗಳ ಅಭಿವೃದ್ಧಿ ಕ್ರಿಯಾ ಯೋಜನೆಗಳ ಮೂಲಕ ಬುಡಕಟ್ಟು ಕಲ್ಯಾಣಕ್ಕೆ ನಿರ್ದಿಷ್ಟ ಕೊಡುಗೆ ನೀಡುತ್ತಿವೆ. ಬಿರ್ಸಾ ಮುಂಡಾ ಬಿರ್ಸಾ ಮುಂಡಾ ಅವರು 1875 ರಲ್ಲಿ ಜಾರ್ಖಂಡ್‌ನ ಉಲಿಹಾತು ಗ್ರಾಮದಲ್ಲಿ ಜನಿಸಿದರು. ಅವರು ಮುಂಡಾ ಬುಡಕಟ್ಟು ಜನಾಂಗಕ್ಕೆ ಸೇರಿದವರು. 1899-1900ರಲ್ಲಿ ಅವರ ಭೋಜಾನಾಗ್ಪುರ ಪ್ರಸ್ಥಭೂಮಿ ಪ್ರದೇಶದಲ್ಲಿ ಬ್ರಿಟಿಷ್ ವಸಾಹತುಶಾಹಿ ವ್ಯವಸ್ಥೆಯ ಶೋಷಣಾ ವ್ಯವಸ್ಥೆಯ ವಿರುದ್ಧ 'ಉಲ್ಗುಲನ್' (ಕ್ರಾಂತಿ) ಕರೆ ನೀಡಿದರು. ಅವರ ಸಾಹಸಿಕ ಬದಲಾವಣೆಯನ್ನು ಪ್ರೋತ್ಸಾಹಿಸಲು ಮುಖ್ಯವಾಹಿನಿಗೆ ವಿರುದ್ಧ ಹೋರಾಡುವ ಧಾರ್ಮಿಕ ಆಚರಣೆಗಳನ್ನು ಪ್ರಶ್ನಿಸಿದರು ಮತ್ತು ಅವರ ಅನುಯಾಯಿಗಳಿಂದ 'ಭಗವಾನ್' ಮತ್ತು 'ಧರ್ತಿ ಅಬಾ' (ಭೂಮಿಯ ಪಿತಾಮಹ) ಎಂದು ಪೂಜಿಸಲ್ಪಟ್ಟರು. ಬುಡಕಟ್ಟು ಜನರ ಭೂಮಿ ಮತ್ತು ಅರಣ್ಯ ಹಕ್ಕುಗಳ ರಕ್ಷಣೆಯ ಹೋರಾಟವನ್ನು ಜಾರಿಗೆ ತರುವಂತೆ ವಸಾಹತುಶಾಹಿ ಅಧಿಕಾರಿಗಳನ್ನು ಒತ್ತಾಯಿಸುವಲ್ಲಿ ಅವರು ಪ್ರಮುಖ ಪಾತ್ರ ವಹಿಸಿದ್ದಕ್ಕಾಗಿ ಹೆಸರುವಾಸಿಯಾಗಿದ್ದಾರೆ. ಮುಂಡಾ ಬುಡಕಟ್ಟಿನ ಸಾಂಪ್ರದಾಯಿಕ 'ಖುಂಟಕಟ್ಟಿ' ಕೃಷಿ ಮತ್ತು ಭೂಮಾಲೀಕತ್ವ ವ್ಯವಸ್ಥೆಯು ಊಳಿಗಮಾನ್ಯ ಜಮೀನ್ದಾರಿ ವ್ಯವಸ್ಥೆಗೆ ಬದಲಾದ ಕಾರಣ ಈ ದಂಗೆ ಪ್ರಾರಂಭವಾಯಿತು.: [404, 258, 730, 735]
row-value: 0.12: [1379, 2122, 1478, 2137]
signature-line-2: Sd/-: [1350, 2217, 1366, 2227]
col-header: Corresponding Three Months Ended: [1158, 1903, 1258, 1929]
row-value: 0.46: [1322, 2107, 1379, 2122]
sidebar2-rule: [1145, 1066, 1486, 1067]
app-promo-logo-left: ಸಂಜೆ: [71, 2052, 110, 2077]
row-value: 501.75: [1038, 2077, 1102, 2092]
row-value: [1038, 2092, 1102, 2107]
row-sl: 1: [783, 1959, 809, 1974]
results-title-2: FOR QUARTER AND HALF YEAR ENDED 30TH SEPTEMBER 2025: [949, 1865, 1315, 1878]
row-value: 32.82: [1322, 2026, 1379, 2052]
row-particular: Equity Share Capital (Face value of Rs.10/- Per share): [809, 2077, 1038, 2092]
row-value: 667.29: [1101, 1959, 1158, 1974]
bird-logo-icon: [117, 2056, 144, 2075]
signature-line-1: For and on behalf of the Board of Directors: [1275, 2205, 1441, 2215]
place: Place: NEW DELHI: [782, 2241, 860, 2252]
education-headline: ಮಕ್ಕಳಿಗೆ ನೈತಿಕ ಹಾಗೂ ಗುಣಾತ್ಮಕ ಶಿಕ್ಷಣ ನೀಡಿ: [654, 959, 1066, 992]
congress-group-photo: [408, 2160, 760, 2275]
row-value: 7.92: [1038, 2026, 1102, 2052]
congress-top-rule: [226, 1782, 767, 1784]
date-kannada: । ಶನಿವಾರ ೧೫ ನವೆಂಬರ್ 2025: [1260, 114, 1405, 129]
google-play-button[interactable]: [49, 2168, 126, 2200]
row-value: 7.92: [1038, 2000, 1102, 2026]
col-status: Unaudited: [1038, 1944, 1102, 1959]
results-table-body: [783, 1959, 1479, 2137]
row-value: 4.38: [1379, 1974, 1478, 2000]
play-icon: [53, 2175, 70, 2193]
row-value: 263.58: [1158, 1959, 1258, 1974]
row-sl: 4: [783, 2026, 809, 2052]
sidebar1-col-3: ಕಾರ್ಯಕ್ರಮಕ್ಕೆ ದೀಪ ಬೆಳಗುವ ಮೂಲಕ ಚಾಲನೆ ನೀಡಿ ವಿದ್ಯಾಸಂಸ್ಥೆಯ ಮುಖ್ಯಸ್ಥ ಡಾ.ಜಿ.ವಿ.ಮಂಜುನಾಥ್ ಮಾತನಾಡಿ ವಿದ್ಯಾರ್ಥಿಯ ಜೀವನದ ಪ್ರತಿ ಹಂತದಲ್ಲಿಯೂ ಶಿಕ್ಷಣದ ಜೊತೆಗೆ ಸಂಸ್ಕಾರ ಮತ್ತು ಪೋಷಕರ ಪಾತ್ರ ಬಹಳ ಮುಖ್ಯವಾಗಿದೆ. ಪೋಷಕರು ತಮ್ಮ ಮಕ್ಕಳಿಗೆ ಕೇವಲ ಶೈಕ್ಷಣಿಕ ಜ್ಞಾನ ಮಾತ್ರ ಅಲ್ಲ ಸರ್ಕಾರಿ ನೀತಿ ಮತ್ತು ವಿದ್ಯಾರ್ಥಿಯ ಪ್ರಗತಿಗೆ ಗಮನ ಹರಿಸಬೇಕು ಎಂದರು. ತಮ್ಮ ವಿದ್ಯಾ ಸಂಸ್ಥೆಯಲ್ಲಿ ಕಲ್ಪನೆ ಹಾಗೂ ಸೃಜನಶೀಲತೆ ಬೆಳೆಸುವ ಕಾರ್ಯಕ್ರಮಗಳು ನಿರಂತರವಾಗಿ ನಡೆಯುತ್ತಿವೆ ಎಂದರು.: [1145, 580, 1308, 789]
lead-bottom-rule: [44, 949, 1130, 950]
row-value: 0.46: [1322, 2122, 1379, 2137]
row-particular: Earnings per share (of Rs.10/- each) (Not Annualized): [809, 2092, 1038, 2107]
row-value: (0.01): [1158, 2122, 1258, 2137]
particulars-header: Particulars: [809, 1888, 1038, 1959]
row-value: [1258, 2092, 1322, 2107]
col-date: 30.09.2024: [1158, 1929, 1258, 1944]
row-particular: Total Income from Operations(Net): [809, 1959, 1038, 1974]
contact-line: ಬೆಂಗಳೂರು । ಜಾಹೀರಾತಿಗಾಗಿ ಸಂಪರ್ಕಿಸಿ - 94498 71825: [44, 86, 306, 101]
row-sl: 2: [783, 1974, 809, 2000]
row-value: (10.41): [1258, 2026, 1322, 2052]
sidebar1-col-2: ಅವರ ಕಲಾ ಕುಸುಮತೆಗೆ ನಾನು ಅಭಿನಂದಿಸುತ್ತೇನೆ ಎಂದರು. ಕಾರ್ಯಕ್ರಮದಲ್ಲಿ ಪೋಷಕರು ತಮ್ಮ ಮಕ್ಕಳಿಗೆ ತಮ್ಮ ತಮ್ಮ ಮನೆಯಿಂದ ಮಾಡಿಕೊಂಡು ಬಂದಿದ್ದ ಆಹಾರವನ್ನು ಭೋಜನ ಮಾಡಿಸಿದ್ದು ಆಕರ್ಷಕ ವಾಗಿತ್ತು. ಇಂತಹ ಕಾರ್ಯಕ್ರಮಗಳು: [1323, 247, 1486, 349]
education-col-2: ಮಕ್ಕಳಿಗೆ ನೈತಿಕ ಹಾಗೂ ಗುಣಾತ್ಮಕ ಶಿಕ್ಷಣವನ್ನು ನೀಡಿದರೆ ಮಾತ್ರ ಮಕ್ಕಳು ಉತ್ತಮ ಪ್ರಜೆಗಳಾಗಿ ಸಮಾಜಕ್ಕೆ ಕೊಡುಗೆ ನೀಡುತ್ತಾರೆ, ಪ್ರತಿಯೊಬ್ಬರು ಸಹ ಮಕ್ಕಳಿಗೆ ಪ್ರೀತಿ ವಿಶ್ವಾಸದಿಂದ ಶಿಕ್ಷಣ ನೀಡಬೇಕು ಎಂದರು. ಮಕ್ಕಳ ಮನಸ್ಸು ಹೂವಿನಂತೆ ಮೃದುವಾಗಿರುತ್ತದೆ, ಶಿಕ್ಷಕರು ಮಕ್ಕಳ ಮನಸ್ಸನ್ನು ಅರ್ಥ ಮಾಡಿಕೊಂಡು ಪಾಠ ಮಾಡಬೇಕು.: [775, 1004, 945, 1142]
table-row: [783, 2052, 1479, 2077]
row-value: (0.25): [1158, 2000, 1258, 2026]
row-value: (0.22): [1258, 2122, 1322, 2137]
row-sl: 7: [783, 2092, 809, 2107]
col-header: Corresponding Three Months Ended: [1379, 1903, 1478, 1929]
signature-block: [1236, 2204, 1480, 2263]
table-row: [783, 2107, 1479, 2122]
logo-left: ಸಂಜೆ: [694, 82, 752, 122]
app-promo-logo-right: ವಾಣಿ: [151, 2052, 190, 2077]
row-value: 7.92: [1038, 1974, 1102, 2000]
date-english: Saturday 15 November 2025: [1075, 114, 1278, 129]
table-row: [783, 2122, 1479, 2137]
date: Date : 14.11.2025: [782, 2255, 847, 2265]
bihar-col-3: ಓಂಶಕ್ತಿ ಚಲಪತಿ, ಮುಖಂಡರಾದ ವಿಜಯಕುಮಾರ್, ತಿಮ್ಮರಾಯಪ್ಪ, ಕಡಗುರು ನಾರಾಯಣಸ್ವಾಮಿ, ಅಪ್ಪಿ ನಾರಾಯಣಸ್ವಾಮಿ, ಮಂಜುನಾಥ್, ರಾಜೇಶ್ ಸಿಂಗ್, ಕೆಂಬೋಡಿ ನಾಗರಾಜ್, ಮಾಗೇರಿ ನಾರಾಯಣಸ್ವಾಮಿ, ಮಮತಮ್ಮ ಇದ್ದರು.: [408, 1618, 574, 1720]
row-value: (0.25): [1158, 2026, 1258, 2052]
row-value: (11.18): [1258, 2052, 1322, 2077]
statue-blue-tag: [938, 686, 1056, 717]
row-sl: 5: [783, 2052, 809, 2077]
congress-col-1: ಮಾಲೂರು,ನ.15: ನೆಹರೂ ಅವರು ಭಾರತದ ಶಿಲ್ಪಿ, ಅವರ ಆಡಳಿತದ ವೈಖರಿ ದೇಶಕ್ಕೆ ಭದ್ರ ಬುನಾದಿ ನೀಡಿತು, ಅವರು ಹಾಕಿಕೊಟ್ಟ ಪಂಚವಾರ್ಷಿಕ ಯೋಜನೆಗಳು, ನೀರಾವರಿ ಯೋಜನೆಗಳು, ಕೈಗಾರಿಕೆಗಳು ಭಾರತದ ಅಭಿವೃದ್ಧಿಗೆ ಕಾರಣವಾದವು ಎಂದು ಕಾಂಗ್ರೆಸ್ ಮುಖಂಡರು ಹೇಳಿದರು. ಅವರು ನಗರದ ಕಾಂಗ್ರೆಸ್ ಕಚೇರಿಯಲ್ಲಿ ಆಯೋಜಿಸಿದ್ದ ನೆಹರೂ ಜಯಂತಿ ಕಾರ್ಯಕ್ರಮದಲ್ಲಿ ಮಾತನಾಡಿದರು.: [226, 1833, 393, 1989]
row-value: 0.16: [1038, 2122, 1102, 2137]
row-value: (10.41): [1258, 1974, 1322, 2000]
lamp-lighting-photo: [589, 1327, 1130, 1549]
company-website: Website: www.milestonegloballimited.com | E-mail: alkagl@yahoo.com.: [1001, 1837, 1262, 1847]
lead-headline: ಇಂದು ಬುಡಕಟ್ಟು ಹೆಮ್ಮೆಯ ದಿನ: [48, 155, 786, 238]
page-number: 7: [1445, 78, 1479, 133]
malur-assembly-photo: [44, 956, 578, 1215]
childrens-day-photo: [1145, 406, 1486, 569]
google-play-qr-code[interactable]: [58, 2212, 119, 2273]
results-note: Note: The above is an extract of the detailed format of Quarterly and Half-Yearly Financial Results filed with the Stock Exchange under Regulation 33 of the SEBI(Listing and Other Disclosure Requirements) Regulations, 2015.The Full Format of the Quarterly and half year financials Results are available on the Stock Exchange Website: www.bseindia.com, and also available on the company,s website www.milestonegloballimited.com: [782, 2142, 1462, 2172]
col-status: Unaudited: [1379, 1944, 1478, 1959]
row-particular: Basic: [809, 2107, 1038, 2122]
congress-headline: ಕಾಂಗ್ರೆಸ್ ಕಚೇರಿಯಲ್ಲಿ ನೆಹರೂ ಜಯಂತಿ ಆಚರಣೆ: [304, 1789, 689, 1818]
app-promo-logo: [44, 2052, 216, 2077]
row-value: 0.73: [1101, 2122, 1158, 2137]
col-date: 30.09.2025: [1101, 1929, 1158, 1944]
row-particular: Diluted: [809, 2122, 1038, 2137]
row-value: 36.76: [1101, 1974, 1158, 2000]
row-value: 358.10: [1379, 1959, 1478, 1974]
col-header: Three Months Ended: [1038, 1903, 1102, 1929]
bihar-col-1: ಕೋಲಾರ,ನ.15-ಬಿಹಾರ ಚುನಾವಣೆಯಲ್ಲಿ ಎನ್‌ಡಿಎ ಭರ್ಜರಿ ಗೆಲುವು ಹಿನ್ನೆಲೆಯಲ್ಲಿ ಕೋಲಾರದಲ್ಲಿ ಬಿಜೆಪಿ ಮುಖಂಡರು ನಗರದ ಡೂಂಲೈಟ್ ವೃತ್ತದಲ್ಲಿ ವಿಜಯೋತ್ಸವ ಆಚರಣೆ ಮಾಡಿ ಸಿಹಿ ಹಂಚುವ ಮೂಲಕ ಬಿಜೆಪಿ ಕಾರ್ಯಕರ್ತರು ವಿಜಯೋತ್ಸವ ಆಚರಿಸಿದರು. ಮಾಜಿ ಸಂಸದ ಎಸ್.ಮುನಿಸ್ವಾಮಿ ಮಾತನಾಡಿ, ಅಭಿವೃದ್ಧಿಗೆ ಜನರು ಮತ ಹಾಕಿದರೆ. ಆದರೆ ಕರ್ನಾಟಕದಲ್ಲಿ ಮುಖ್ಯಮಂತ್ರಿ ಬದಲಾವಣೆ ಚರ್ಚೆ ನಡೆಯುತ್ತಿದೆ, ಕಾಂಗ್ರೆಸ್ ಪಕ್ಷದ ಆಂತರಿಕ ಕಲಹ ಹೆಚ್ಚಾಗುತ್ತಿದೆ ಎಂದು ಟೀಕಿಸಿದರು.: [44, 1618, 211, 1809]
unit-label: ( Rs. In Lakhs): [1431, 1879, 1480, 1888]
row-value: 36.76: [1101, 2052, 1158, 2077]
bihar-col-2: ಕರೆದುಕೊಂಡು ಹೋದರೆ ಯಾರು ಮತ ನೀಡಲ್ಲ, ದೇಶದ ಭದ್ರತೆಗಾಗಿ ದೊಡ್ಡ ಪ್ರಮಾಣದಲ್ಲಿ ಮತ ನೀಡಿದ್ದಾರೆ. ಕರ್ನಾಟಕದಲ್ಲಿ ಕಾಂಗ್ರೆಸ್ ಮುಕ್ತ ರಾಜ್ಯವಾಗಬೇಕು ಎಂದು ತಿಳಿಸಿದರು. ವಿಜಯೋತ್ಸವದಲ್ಲಿ ಬಿಜೆಪಿ ಜಿಲ್ಲಾಧ್ಯಕ್ಷ ಡಾ.ವೇಣುಗೋಪಾಲ್ ಸೇರಿದಂತೆ ಕಾರ್ಯಕರ್ತರು ಪಾಲ್ಗೊಂಡಿದ್ದರು.: [226, 1618, 393, 1738]
table-row: [783, 2092, 1479, 2107]
row-value: (0.25): [1158, 2052, 1258, 2077]
financial-qr-code[interactable]: [1080, 2186, 1148, 2254]
col-status: Unaudited: [1101, 1944, 1158, 1959]
company-cin: CIN: L93000KA1990PLC011082: [1069, 1814, 1195, 1825]
table-row: [783, 2026, 1479, 2052]
